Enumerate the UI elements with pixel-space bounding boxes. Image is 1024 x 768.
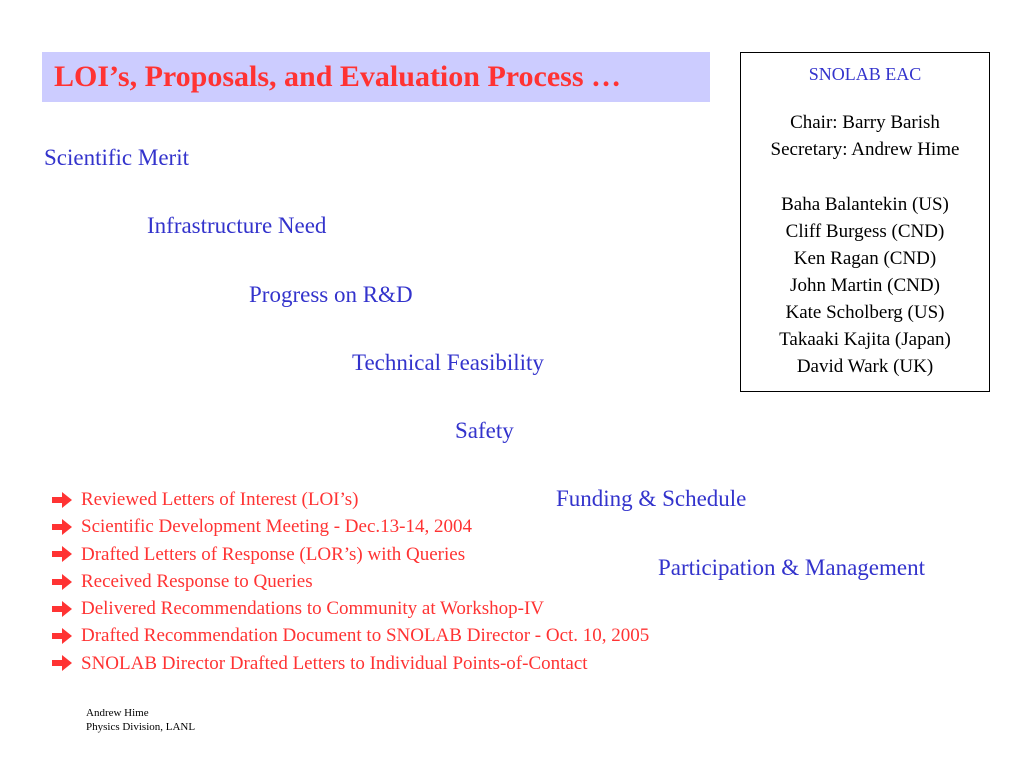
arrow-right-icon xyxy=(52,628,72,644)
criterion-funding-schedule: Funding & Schedule xyxy=(556,486,747,511)
process-step xyxy=(52,486,649,513)
footer-affiliation: Physics Division, LANL xyxy=(86,721,196,733)
title-banner xyxy=(42,52,710,102)
arrow-right-icon xyxy=(52,655,72,671)
eac-member: David Wark (UK) xyxy=(796,356,934,377)
criterion-progress-rd: Progress on R&D xyxy=(249,282,413,307)
arrow-right-icon xyxy=(52,574,72,590)
arrow-right-icon xyxy=(52,601,72,617)
process-step xyxy=(52,513,649,540)
eac-member: John Martin (CND) xyxy=(790,275,940,296)
criterion-scientific-merit: Scientific Merit xyxy=(44,145,189,170)
arrow-right-icon xyxy=(52,546,72,562)
eac-member: Cliff Burgess (CND) xyxy=(785,221,945,242)
process-steps-list xyxy=(52,486,649,677)
eac-member: Baha Balantekin (US) xyxy=(781,194,949,215)
footer-author: Andrew Hime xyxy=(86,707,149,719)
process-step-text: Scientific Development Meeting - Dec.13-14, 2004 xyxy=(81,516,472,538)
process-step xyxy=(52,568,649,595)
process-step xyxy=(52,595,649,622)
eac-member: Kate Scholberg (US) xyxy=(785,302,945,323)
process-step-text: Drafted Recommendation Document to SNOLAB Director - Oct. 10, 2005 xyxy=(81,625,650,647)
eac-heading: SNOLAB EAC xyxy=(808,64,922,84)
criterion-technical-feasibility: Technical Feasibility xyxy=(352,350,544,375)
process-step xyxy=(52,622,649,649)
process-step-text: Delivered Recommendations to Community at Workshop-IV xyxy=(81,598,545,620)
arrow-right-icon xyxy=(52,492,72,508)
process-step-text: Drafted Letters of Response (LOR’s) with Queries xyxy=(81,543,466,565)
slide-footer xyxy=(86,706,195,734)
process-step-text: Received Response to Queries xyxy=(81,570,313,592)
eac-secretary: Secretary: Andrew Hime xyxy=(770,139,960,160)
slide-title: LOI’s, Proposals, and Evaluation Process … xyxy=(54,60,622,93)
criterion-infrastructure-need: Infrastructure Need xyxy=(147,213,327,238)
process-step xyxy=(52,541,649,568)
eac-chair: Chair: Barry Barish xyxy=(790,112,940,133)
eac-member: Ken Ragan (CND) xyxy=(793,248,937,269)
process-step xyxy=(52,650,649,677)
eac-committee-box xyxy=(740,52,990,392)
eac-member: Takaaki Kajita (Japan) xyxy=(779,329,951,350)
criterion-participation-management: Participation & Management xyxy=(658,555,925,580)
arrow-right-icon xyxy=(52,519,72,535)
criterion-safety: Safety xyxy=(455,418,514,443)
process-step-text: SNOLAB Director Drafted Letters to Individual Points-of-Contact xyxy=(81,652,588,674)
process-step-text: Reviewed Letters of Interest (LOI’s) xyxy=(81,489,359,510)
